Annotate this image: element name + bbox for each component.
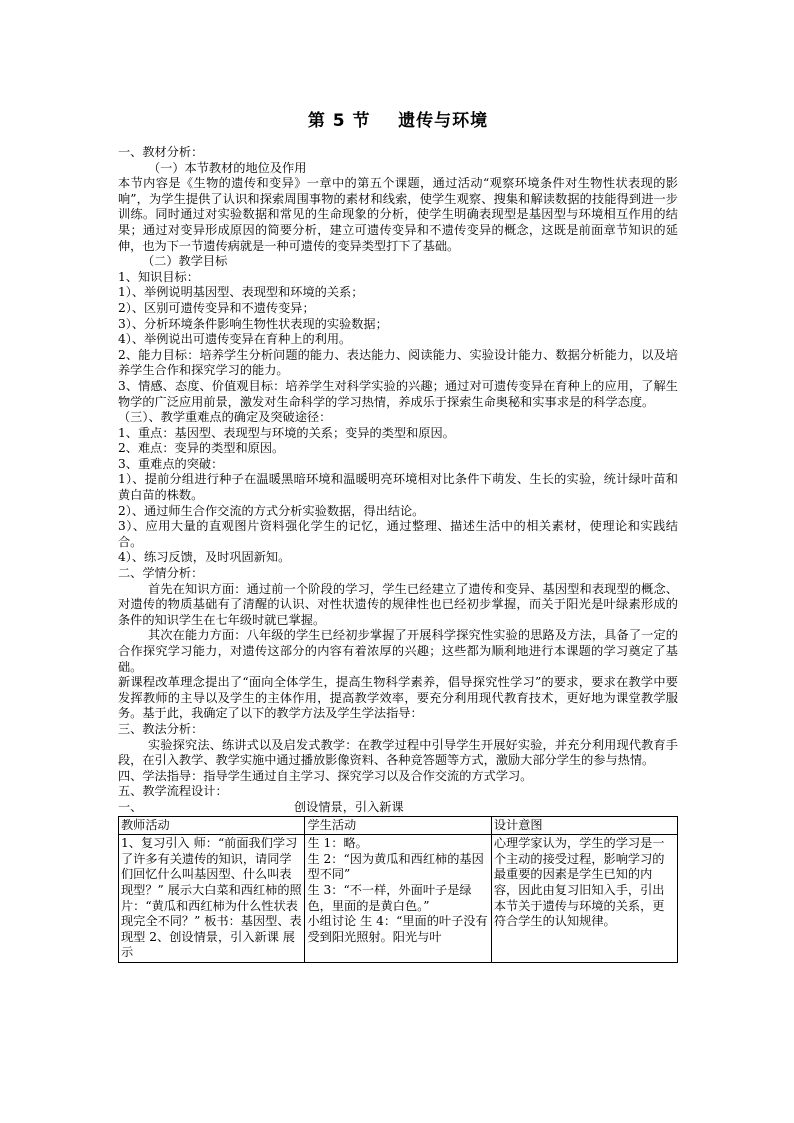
document-page [118, 106, 678, 963]
flow-section-heading [118, 800, 678, 816]
paragraph: 三、教法分析： [118, 721, 204, 736]
paragraph: 2）、通过师生合作交流的方式分析实验数据，得出结论。 [118, 503, 425, 518]
document-body [118, 145, 678, 800]
paragraph: 四、学法指导：指导学生通过自主学习、探究学习以及合作交流的方式学习。 [118, 768, 533, 783]
header-teacher-activity: 教师活动 [119, 816, 305, 835]
paragraph: 一、教材分析： [118, 145, 204, 159]
paragraph: 2、能力目标：培养学生分析问题的能力、表达能力、阅读能力、实验设计能力、数据分析能力，以及培养学生合作和探究学习的能力。 [118, 347, 678, 378]
teaching-flow-table [118, 816, 678, 963]
cell-student-activity: 生 1：略。 生 2：“因为黄瓜和西红柿的基因型不同” 生 3：“不一样，外面叶子是绿色，里面的是黄白色。” 小组讨论 生 4：“里面的叶子没有受到阳光照射。阳光与叶 [305, 835, 491, 963]
cell-design-intent: 心理学家认为，学生的学习是一个主动的接受过程，影响学习的最重要的因素是学生已知的内容，因此由复习旧知入手，引出本节关于遗传与环境的关系，更符合学生的认知规律。 [491, 835, 677, 963]
flow-section-number: 一、 [118, 799, 143, 814]
paragraph: 4）、举例说出可遗传变异在育种上的利用。 [118, 332, 352, 347]
paragraph: 首先在知识方面：通过前一个阶段的学习，学生已经建立了遗传和变异、基因型和表现型的概念、对遗传的物质基础有了清醒的认识、对性状遗传的规律性也已经初步掌握，而关于阳光是叶绿素形成的条件的知识学生在七年级时就已掌握。 [118, 581, 678, 627]
table-header-row [119, 816, 678, 835]
header-student-activity: 学生活动 [305, 816, 491, 835]
paragraph: 二、学情分析： [118, 566, 204, 581]
header-design-intent: 设计意图 [491, 816, 677, 835]
paragraph: 新课程改革理念提出了“面向全体学生，提高生物科学素养，倡导探究性学习”的要求，要求在教学中要发挥教师的主导以及学生的主体作用，提高教学效率，要充分利用现代教育技术，更好地为课堂教学服务。基于此，我确定了以下的教学方法及学生学法指导： [118, 675, 678, 721]
paragraph: 实验探究法、练讲式以及启发式教学：在教学过程中引导学生开展好实验，并充分利用现代教育手段，在引入教学、教学实施中通过播放影像资料、各种竞答题等方式，激励大部分学生的参与热情。 [118, 737, 678, 768]
paragraph: 1）、提前分组进行种子在温暖黑暗环境和温暖明亮环境相对比条件下萌发、生长的实验，统计绿叶苗和黄白苗的株数。 [118, 472, 678, 503]
paragraph: （一）本节教材的地位及作用 [148, 160, 307, 175]
cell-teacher-activity: 1、复习引入 师：“前面我们学习了许多有关遗传的知识，请同学们回忆什么叫基因型、什么叫表现型？” 展示大白菜和西红柿的照片：“黄瓜和西红柿为什么性状表现完全不同？” 板书：基因型、表现型 2、创设情景，引入新课 展示 [119, 835, 305, 963]
paragraph: 3）、分析环境条件影响生物性状表现的实验数据； [118, 316, 388, 331]
paragraph: 1）、举例说明基因型、表现型和环境的关系； [118, 285, 364, 300]
paragraph: 1、重点：基因型、表现型与环境的关系；变异的类型和原因。 [118, 425, 455, 440]
paragraph: 1、知识目标： [118, 269, 199, 284]
page-title: 第 5 节 遗传与环境 [307, 111, 489, 131]
paragraph: 4）、练习反馈，及时巩固新知。 [118, 550, 291, 565]
paragraph: 本节内容是《生物的遗传和变异》一章中的第五个课题，通过活动“观察环境条件对生物性状表现的影响”，为学生提供了认识和探索周围事物的素材和线索，使学生观察、搜集和解读数据的技能得到进一步训练。同时通过对实验数据和常见的生命现象的分析，使学生明确表现型是基因型与环境相互作用的结果；通过对变异形成原因的简要分析，建立可遗传变异和不遗传变异的概念，这既是前面章节知识的延伸，也为下一节遗传病就是一种可遗传的变异类型打下了基础。 [118, 176, 678, 253]
paragraph: 3）、应用大量的直观图片资料强化学生的记忆，通过整理、描述生活中的相关素材，使理论和实践结合。 [118, 519, 678, 549]
paragraph: 五、教学流程设计： [118, 784, 228, 799]
paragraph: 其次在能力方面：八年级的学生已经初步掌握了开展科学探究性实验的思路及方法，具备了一定的合作探究学习能力，对遗传这部分的内容有着浓厚的兴趣；这些都为顺利地进行本课题的学习奠定了基础。 [118, 628, 678, 674]
paragraph: 2、难点：变异的类型和原因。 [118, 441, 285, 456]
paragraph: 3、情感、态度、价值观目标：培养学生对科学实验的兴趣；通过对可遗传变异在育种上的应用，了解生物学的广泛应用前景，激发对生命科学的学习热情，养成乐于探索生命奥秘和实事求是的科学态度。 [118, 378, 678, 409]
paragraph: 3、重难点的突破： [118, 456, 224, 471]
table-row [119, 835, 678, 963]
paragraph: （二）教学目标 [142, 254, 228, 269]
paragraph: （三）、教学重难点的确定及突破途径： [118, 410, 332, 425]
flow-section-title: 创设情景，引入新课 [294, 799, 404, 814]
paragraph: 2）、区别可遗传变异和不遗传变异； [118, 300, 315, 315]
